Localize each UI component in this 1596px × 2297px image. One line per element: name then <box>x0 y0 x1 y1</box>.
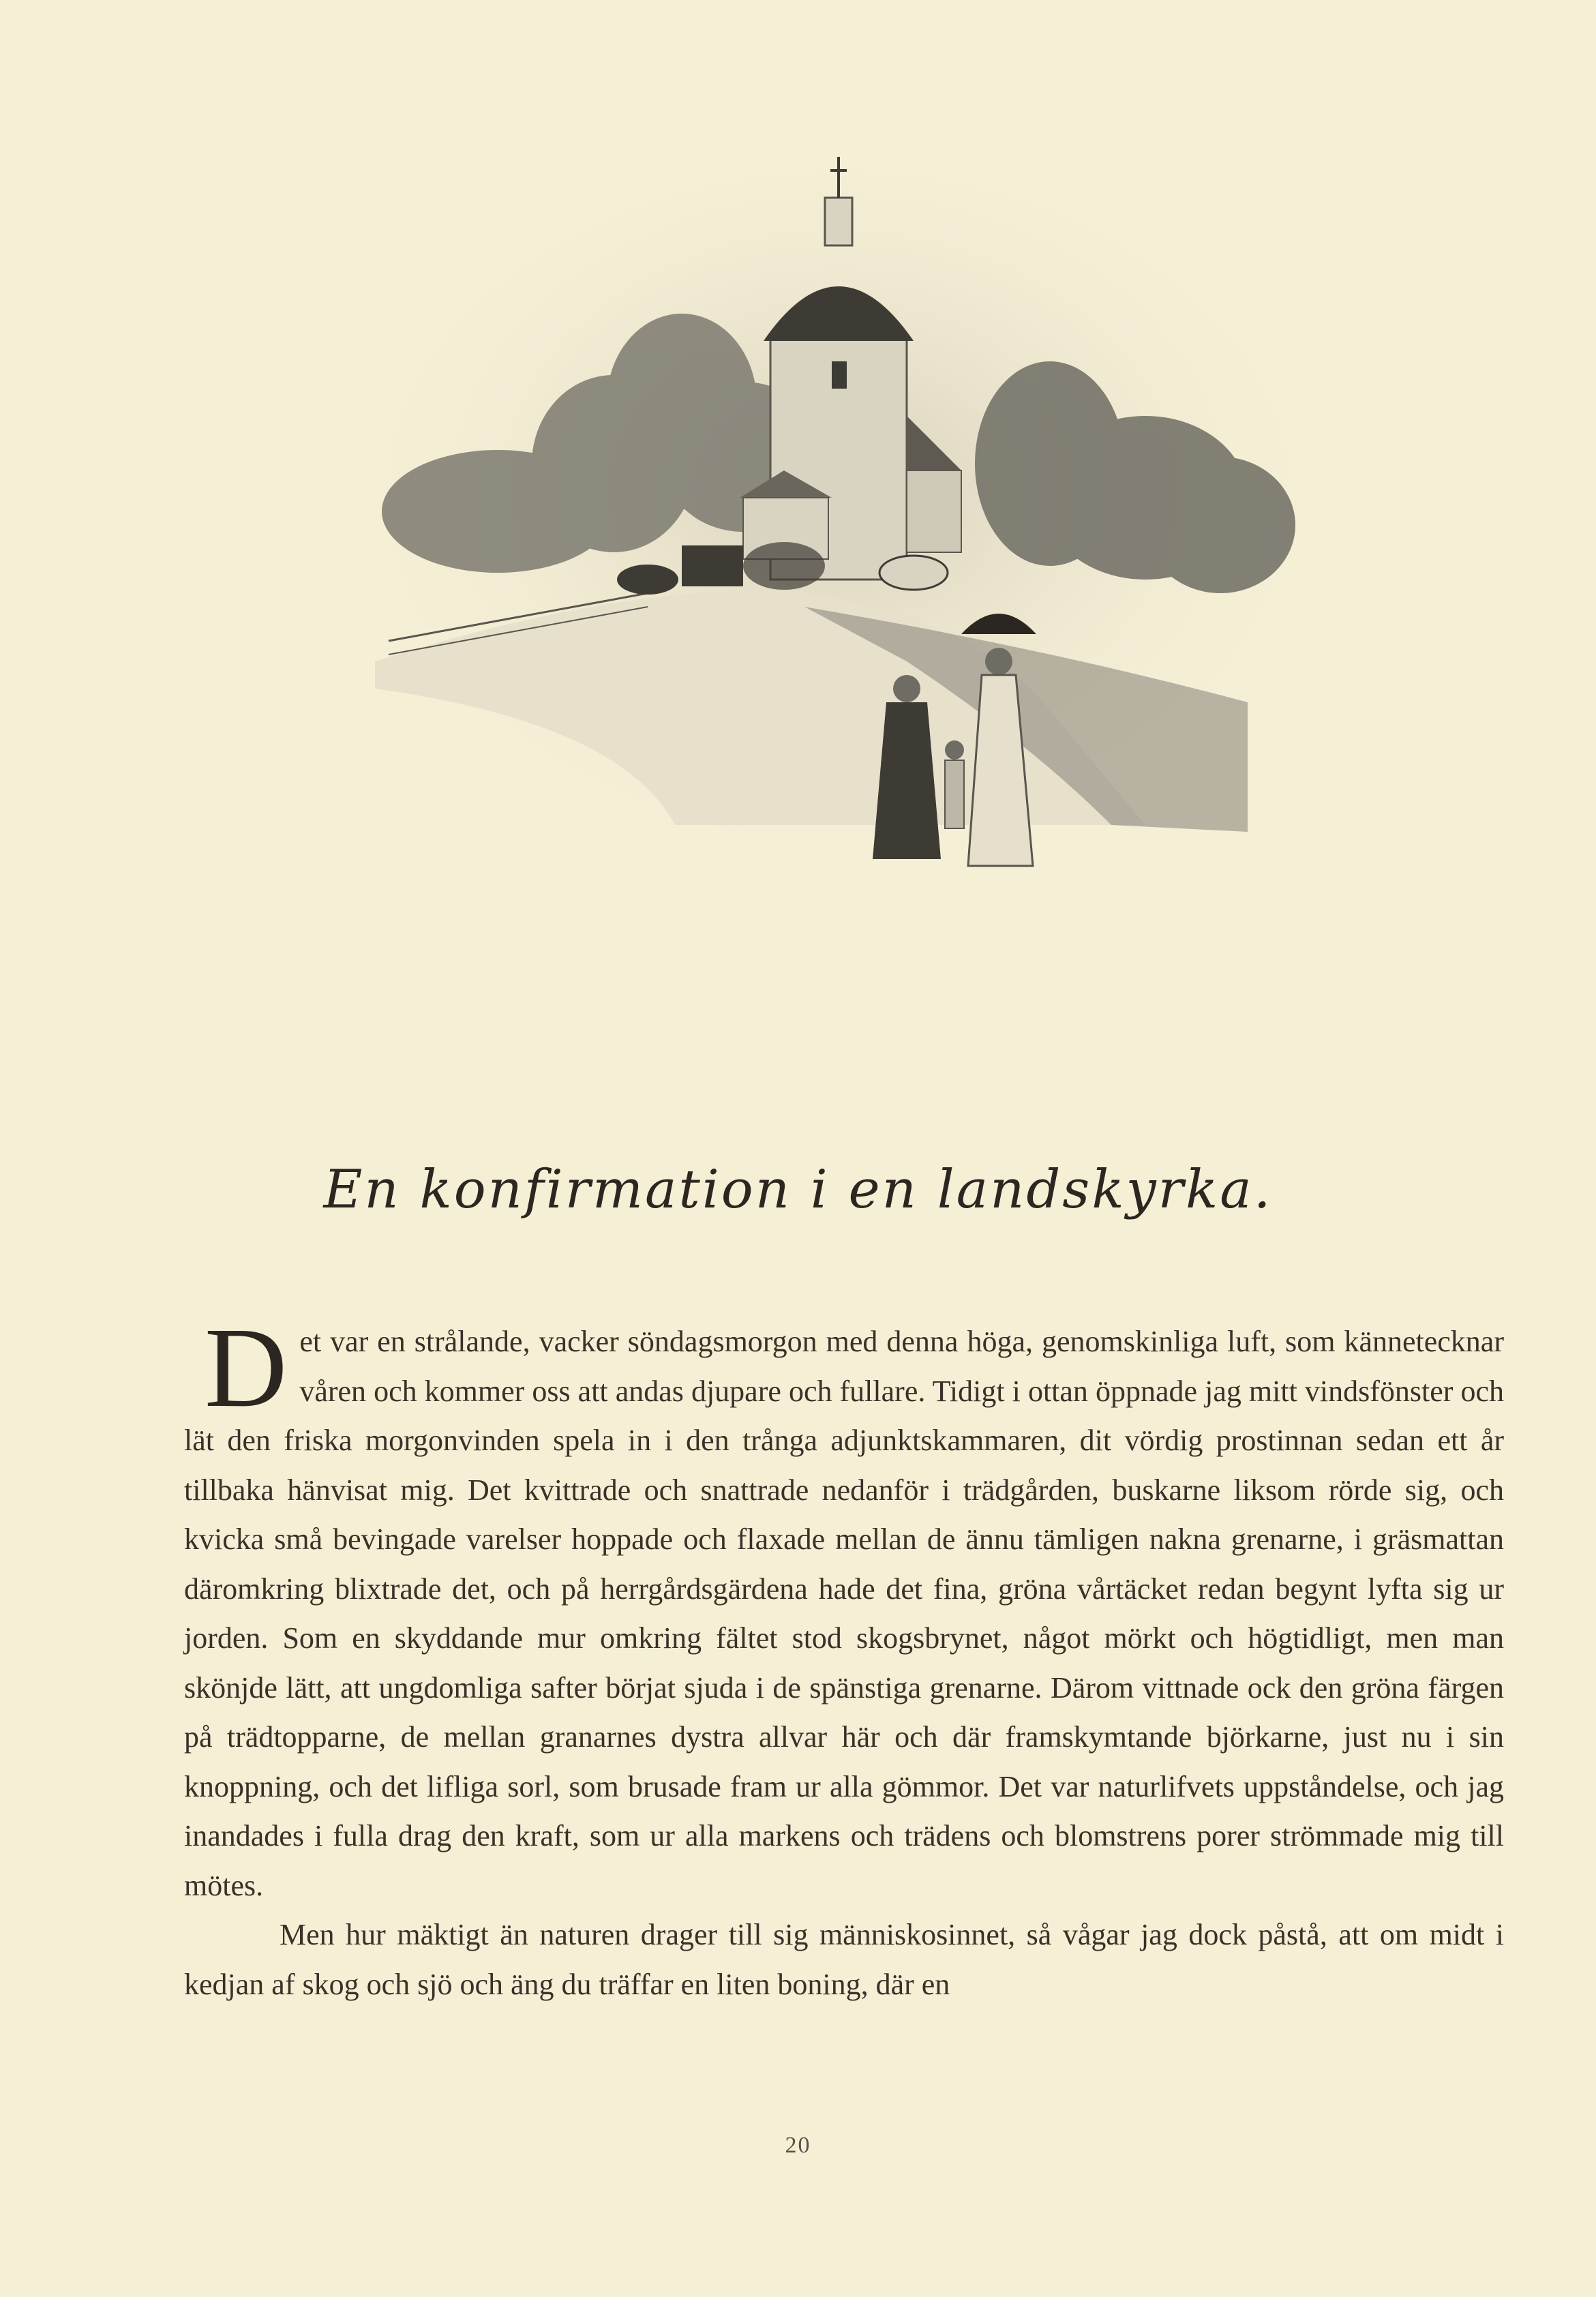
church-illustration <box>361 143 1309 941</box>
paragraph-1-text: et var en strålande, vacker söndagsmorgon med denna höga, genomskinliga luft, som kännetecknar våren och kommer oss att andas djupare och fullare. Tidigt i ottan öppnade jag mitt vindsfönster och lät den friska morgonvinden spela in i den trånga adjunktskammaren, dit vördig prostinnan sedan ett år tillbaka hänvisat mig. Det kvittrade och snattrade nedanför i trädgården, buskarne liksom rörde sig, och kvicka små bevingade varelser hoppade och flaxade mellan de ännu tämligen nakna grenarne, i gräsmattan däromkring blixtrade det, och på herrgårdsgärdena hade det fina, gröna vårtäcket redan begynt lyfta sig ur jorden. Som en skyddande mur omkring fältet stod skogsbrynet, något mörkt och högtidligt, men man skönjde lätt, att ungdomliga safter börjat sjuda i de spänstiga grenarne. Därom vittnade ock den gröna färgen på trädtopparne, de mellan granarnes dystra allvar här och där framskymtande björkarne, just nu i sin knoppning, och det lifliga sorl, som brusade fram ur alla gömmor. Det var naturlifvets uppståndelse, och jag inandades i fulla drag den kraft, som ur alla markens och trädens och blomstrens porer strömmade mig till mötes. <box>184 1325 1504 1902</box>
paragraph-1 <box>184 1304 1504 1910</box>
chapter-title: En konfirmation i en landskyrka. <box>323 1159 1273 1220</box>
drop-cap: D <box>205 1304 288 1431</box>
page-number: 20 <box>785 2133 811 2158</box>
paragraph-2: Men hur mäktigt än naturen drager till sig människosinnet, så vågar jag dock påstå, att om midt i kedjan af skog och sjö och äng du träffar en liten boning, där en <box>184 1918 1504 2001</box>
body-text <box>184 1304 1504 2009</box>
